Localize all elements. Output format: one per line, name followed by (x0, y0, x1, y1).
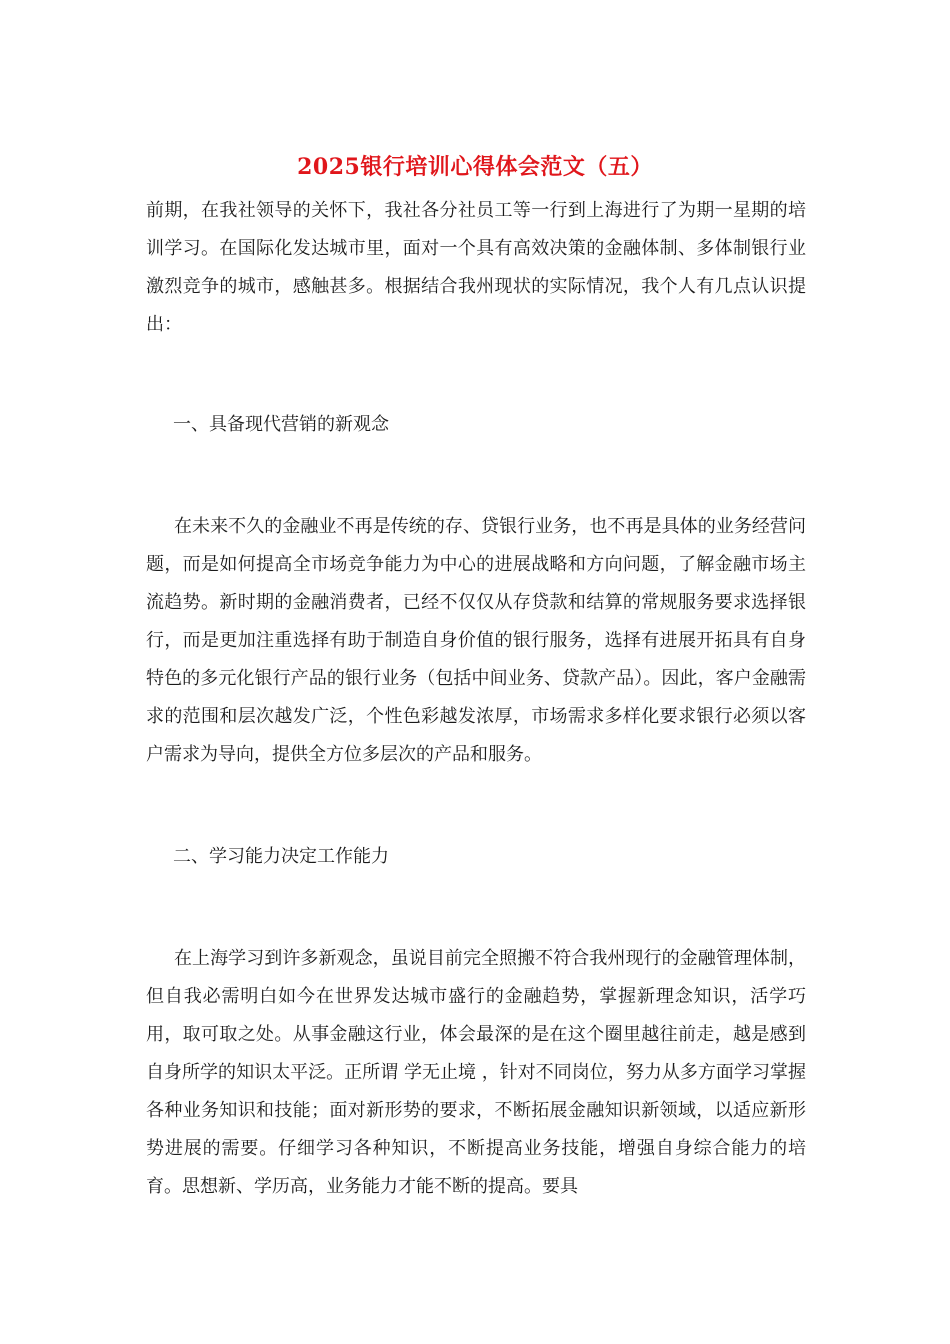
section-1-paragraph: 在未来不久的金融业不再是传统的存、贷银行业务，也不再是具体的业务经营问题，而是如何提高全市场竞争能力为中心的进展战略和方向问题，了解金融市场主流趋势。新时期的金融消费者，已经不仅仅从存贷款和结算的常规服务要求选择银行，而是更加注重选择有助于制造自身价值的银行服务，选择有进展开拓具有自身特色的多元化银行产品的银行业务（包括中间业务、贷款产品）。因此，客户金融需求的范围和层次越发广泛，个性色彩越发浓厚，市场需求多样化要求银行必须以客户需求为导向，提供全方位多层次的产品和服务。 (146, 516, 806, 765)
section-2-paragraph: 在上海学习到许多新观念，虽说目前完全照搬不符合我州现行的金融管理体制，但自我必需明白如今在世界发达城市盛行的金融趋势，掌握新理念知识，活学巧用，取可取之处。从事金融这行业，体会最深的是在这个圈里越往前走，越是感到自身所学的知识太平泛。正所谓 学无止境 ，针对不同岗位，努力从多方面学习掌握各种业务知识和技能；面对新形势的要求，不断拓展金融知识新领域，以适应新形势进展的需要。仔细学习各种知识，不断提高业务技能，增强自身综合能力的培育。思想新、学历高，业务能力才能不断的提高。要具 (146, 948, 806, 1197)
section-2-heading: 二、学习能力决定工作能力 (173, 846, 389, 867)
document-title: 2025银行培训心得体会范文（五） (297, 154, 653, 180)
intro-paragraph: 前期，在我社领导的关怀下，我社各分社员工等一行到上海进行了为期一星期的培训学习。在国际化发达城市里，面对一个具有高效决策的金融体制、多体制银行业激烈竞争的城市，感触甚多。根据结合我州现状的实际情况，我个人有几点认识提出： (146, 200, 806, 335)
section-1-heading: 一、具备现代营销的新观念 (173, 414, 389, 435)
